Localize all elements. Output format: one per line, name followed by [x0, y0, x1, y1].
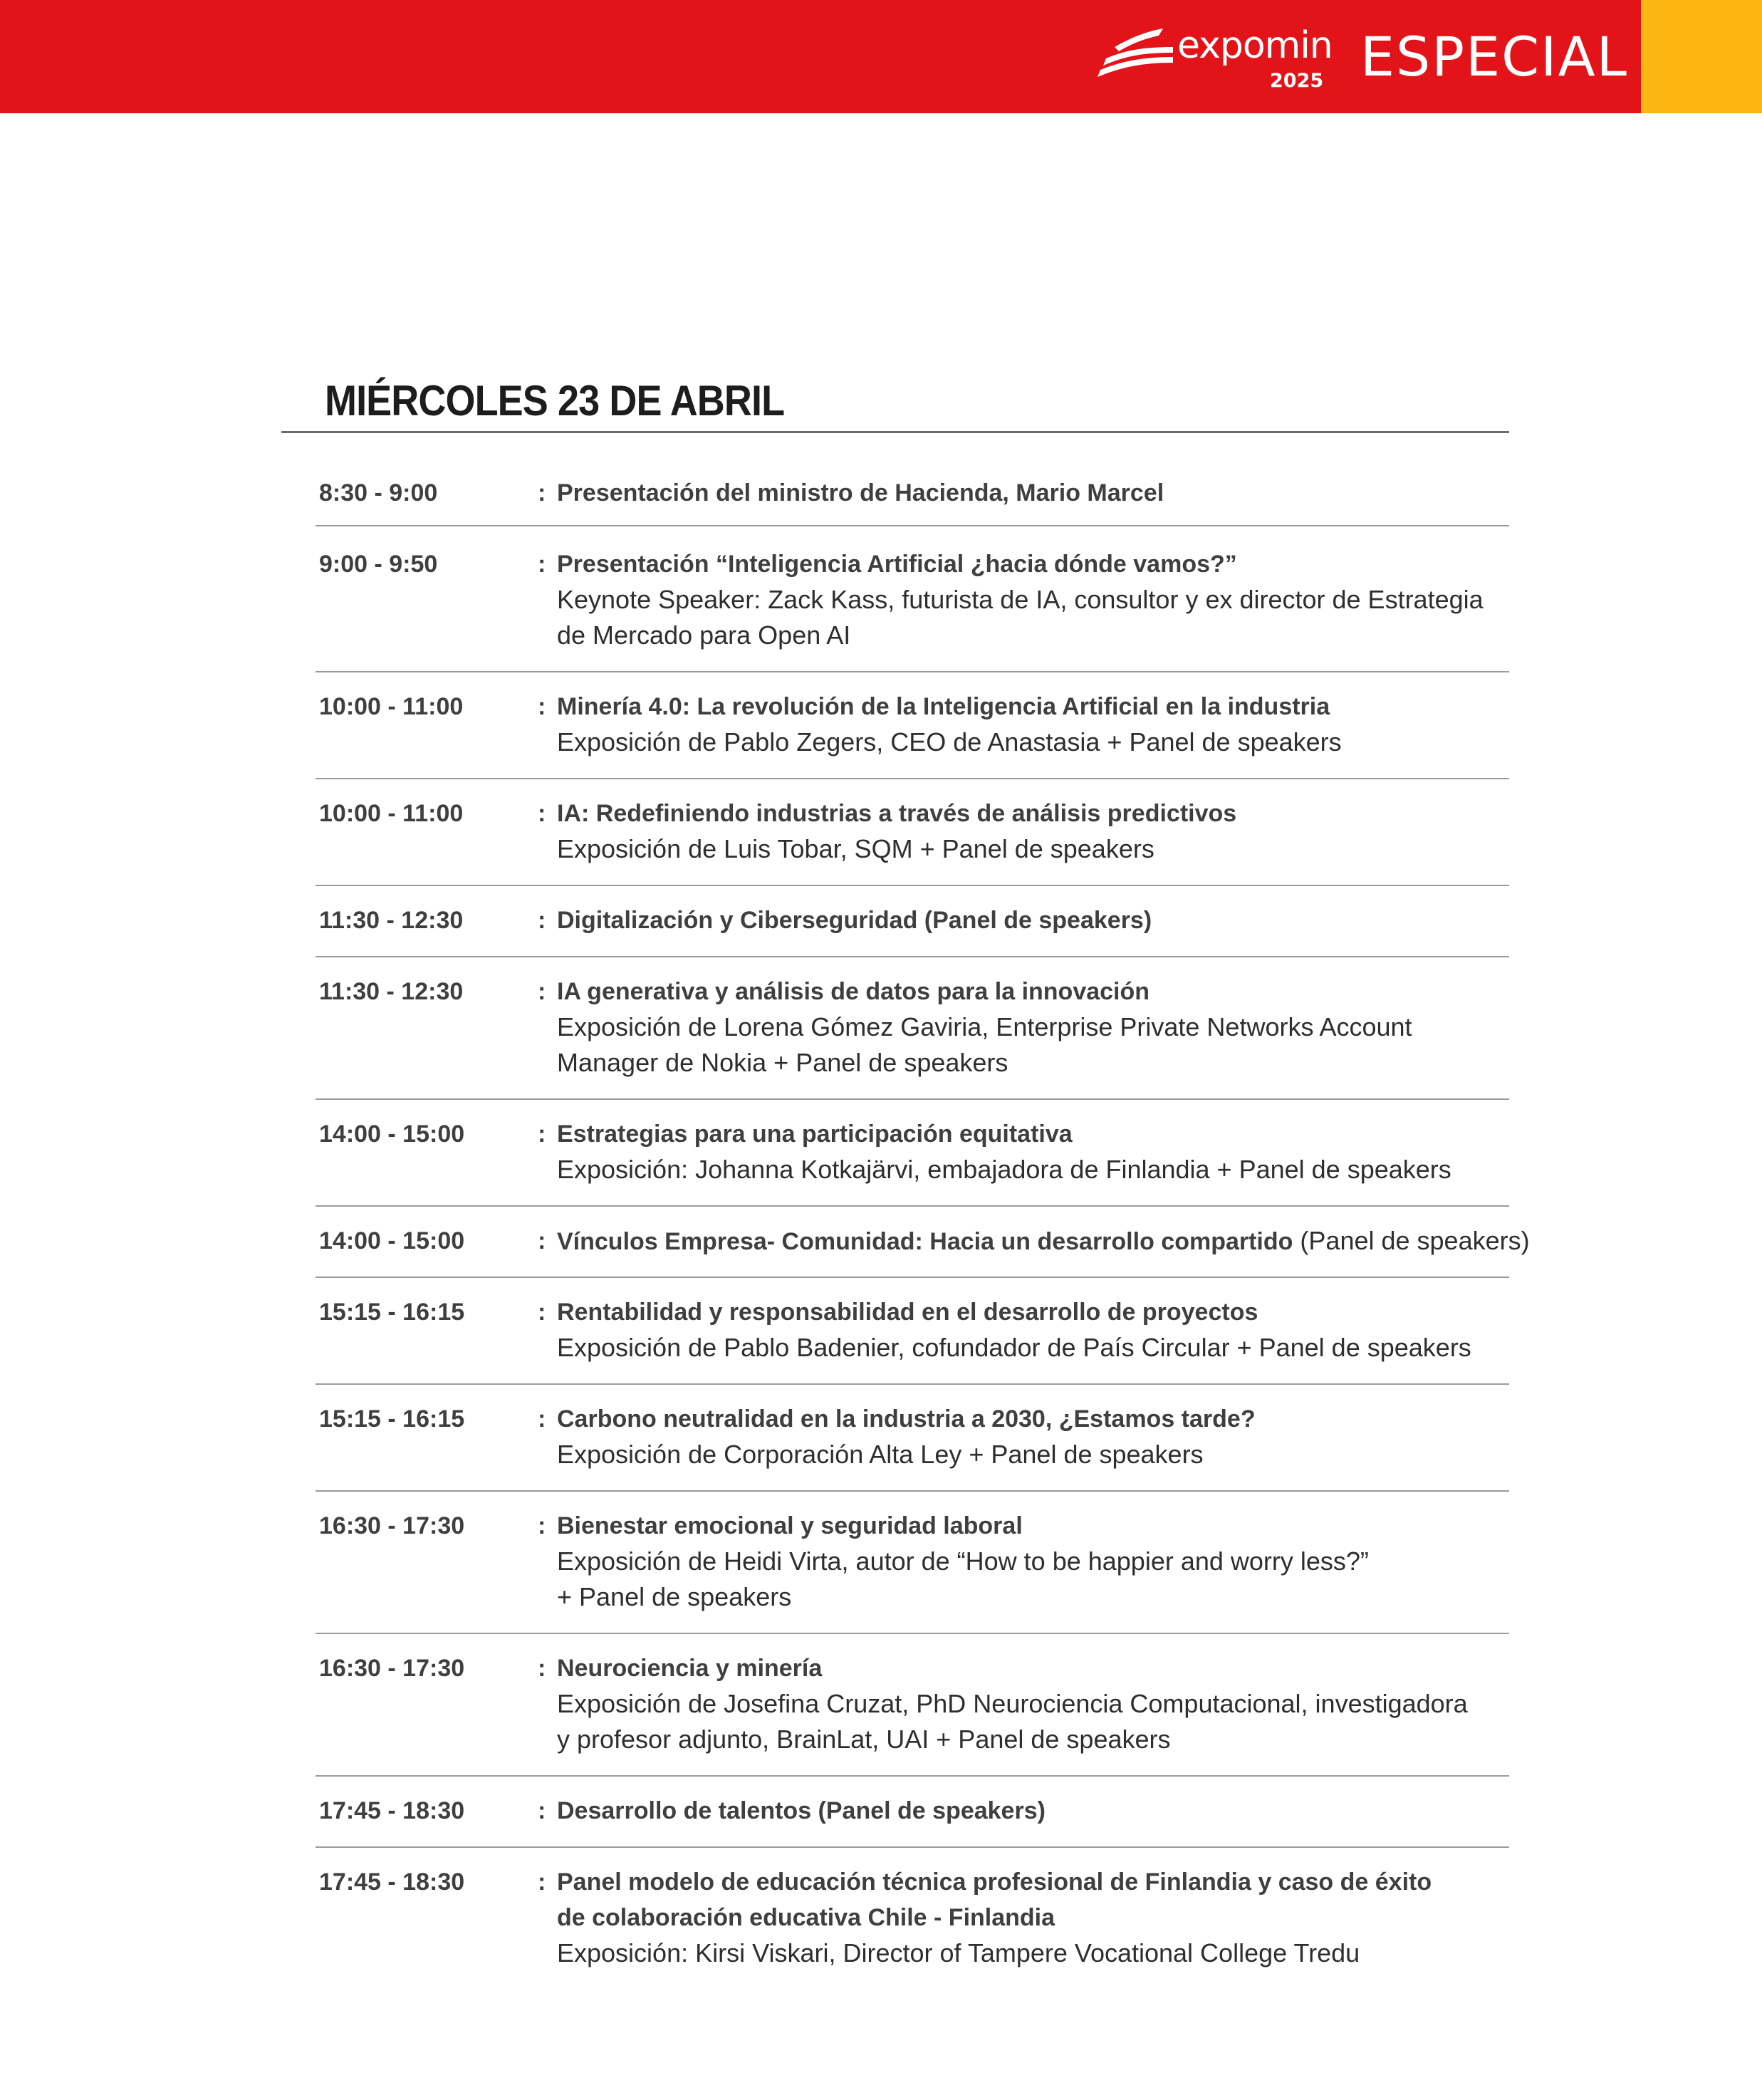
- session-time: 10:00 - 11:00: [319, 800, 464, 827]
- session-description: [557, 1935, 1511, 1971]
- session-text: Digitalización y Ciberseguridad (Panel de speakers): [557, 907, 1152, 934]
- session-description: [557, 1152, 1511, 1187]
- session-description: [557, 1579, 1511, 1615]
- session-content: [557, 475, 1511, 511]
- session-title: [557, 1294, 1511, 1330]
- session-text: Exposición: Johanna Kotkajärvi, embajadora de Finlandia + Panel de speakers: [557, 1155, 1451, 1184]
- separator-colon: :: [538, 1405, 546, 1433]
- separator-colon: :: [538, 978, 546, 1005]
- session-title: [557, 974, 1511, 1009]
- session-text: Presentación “Inteligencia Artificial ¿hacia dónde vamos?”: [557, 551, 1237, 578]
- session-title: [557, 796, 1511, 831]
- session-text: Desarrollo de talentos (Panel de speakers): [557, 1797, 1046, 1824]
- expomin-logo: [1093, 21, 1335, 100]
- session-text: Exposición: Kirsi Viskari, Director of Tampere Vocational College Tredu: [557, 1938, 1360, 1968]
- session-text: Exposición de Heidi Virta, autor de “How to be happier and worry less?”: [557, 1547, 1369, 1576]
- session-text: Exposición de Pablo Badenier, cofundador de País Circular + Panel de speakers: [557, 1333, 1471, 1362]
- session-time: 15:15 - 16:15: [319, 1405, 465, 1433]
- session-title: [557, 1401, 1511, 1437]
- session-description: [557, 582, 1511, 618]
- session-content: [557, 1401, 1511, 1472]
- session-text: IA: Redefiniendo industrias a través de análisis predictivos: [557, 800, 1237, 827]
- session-text: Rentabilidad y responsabilidad en el desarrollo de proyectos: [557, 1299, 1258, 1326]
- session-text: Manager de Nokia + Panel de speakers: [557, 1048, 1008, 1077]
- session-title: [557, 546, 1511, 582]
- session-description: [557, 618, 1511, 653]
- header-accent-block: [1641, 0, 1762, 113]
- logo-wordmark: expomin: [1177, 24, 1333, 67]
- session-time: 16:30 - 17:30: [319, 1655, 465, 1682]
- session-title: [557, 1116, 1511, 1152]
- session-time: 8:30 - 9:00: [319, 479, 438, 506]
- row-divider: [316, 1383, 1509, 1385]
- session-text: Carbono neutralidad en la industria a 2030, ¿Estamos tarde?: [557, 1405, 1256, 1433]
- session-text: Exposición de Luis Tobar, SQM + Panel de speakers: [557, 834, 1154, 863]
- session-description: [557, 724, 1511, 760]
- session-description: [557, 1686, 1511, 1722]
- session-title: [557, 1864, 1511, 1900]
- row-divider: [316, 1277, 1509, 1278]
- separator-colon: :: [538, 1868, 546, 1896]
- section-label: ESPECIAL: [1360, 25, 1628, 88]
- session-time: 9:00 - 9:50: [319, 551, 438, 578]
- session-text: Minería 4.0: La revolución de la Inteligencia Artificial en la industria: [557, 693, 1330, 720]
- separator-colon: :: [538, 907, 546, 934]
- session-title: [557, 1793, 1511, 1829]
- row-divider: [316, 1633, 1509, 1634]
- session-text: Presentación del ministro de Hacienda, Mario Marcel: [557, 479, 1164, 506]
- session-content: [557, 1651, 1511, 1757]
- session-time: 10:00 - 11:00: [319, 693, 464, 720]
- session-text: Estrategias para una participación equitativa: [557, 1121, 1073, 1148]
- session-title: [557, 1900, 1511, 1935]
- session-text: Vínculos Empresa- Comunidad: Hacia un desarrollo compartido: [557, 1228, 1293, 1255]
- session-description: [557, 1437, 1511, 1472]
- session-description: [557, 1045, 1511, 1081]
- session-content: [557, 1294, 1511, 1366]
- session-text: Neurociencia y minería: [557, 1655, 823, 1682]
- session-time: 16:30 - 17:30: [319, 1512, 465, 1539]
- session-time: 14:00 - 15:00: [319, 1227, 465, 1254]
- row-divider: [316, 1490, 1509, 1492]
- session-time: 11:30 - 12:30: [319, 907, 464, 934]
- session-text: y profesor adjunto, BrainLat, UAI + Panel de speakers: [557, 1725, 1171, 1754]
- session-text: Bienestar emocional y seguridad laboral: [557, 1512, 1023, 1539]
- separator-colon: :: [538, 1512, 546, 1539]
- separator-colon: :: [538, 1121, 546, 1148]
- session-description: [557, 1009, 1511, 1045]
- session-text: IA generativa y análisis de datos para la innovación: [557, 978, 1150, 1005]
- separator-colon: :: [538, 693, 546, 720]
- row-divider: [316, 1846, 1509, 1848]
- session-text: de Mercado para Open AI: [557, 620, 851, 650]
- row-divider: [316, 671, 1509, 672]
- row-divider: [316, 1775, 1509, 1777]
- session-time: 17:45 - 18:30: [319, 1868, 465, 1896]
- row-divider: [316, 885, 1509, 886]
- session-content: [557, 1793, 1511, 1829]
- session-text: Exposición de Lorena Gómez Gaviria, Enterprise Private Networks Account: [557, 1012, 1412, 1041]
- session-description: [557, 831, 1511, 867]
- separator-colon: :: [538, 1227, 546, 1254]
- session-title: [557, 1508, 1511, 1544]
- session-text: Keynote Speaker: Zack Kass, futurista de IA, consultor y ex director de Estrategia: [557, 585, 1484, 614]
- title-divider: [281, 431, 1509, 433]
- session-suffix: (Panel de speakers): [1293, 1226, 1530, 1255]
- session-content: [557, 1223, 1530, 1259]
- session-description: [557, 1544, 1511, 1579]
- session-title: [557, 475, 1511, 511]
- row-divider: [316, 1205, 1509, 1207]
- separator-colon: :: [538, 1797, 546, 1824]
- separator-colon: :: [538, 1655, 546, 1682]
- session-description: [557, 1330, 1511, 1366]
- day-title: MIÉRCOLES 23 DE ABRIL: [325, 377, 785, 425]
- session-time: 17:45 - 18:30: [319, 1797, 465, 1824]
- session-time: 11:30 - 12:30: [319, 978, 464, 1005]
- session-text: Exposición de Corporación Alta Ley + Panel de speakers: [557, 1440, 1204, 1469]
- session-text: de colaboración educativa Chile - Finlandia: [557, 1904, 1055, 1931]
- session-title: [557, 1651, 1511, 1686]
- session-title: [557, 689, 1511, 724]
- logo-year: 2025: [1270, 70, 1324, 92]
- row-divider: [316, 956, 1509, 957]
- expomin-logo-icon: [1093, 26, 1177, 83]
- session-text: Exposición de Pablo Zegers, CEO de Anastasia + Panel de speakers: [557, 727, 1342, 757]
- session-content: [557, 903, 1511, 938]
- session-content: [557, 1508, 1511, 1615]
- session-content: [557, 546, 1511, 653]
- row-divider: [316, 778, 1509, 779]
- session-content: [557, 974, 1511, 1081]
- separator-colon: :: [538, 800, 546, 827]
- session-time: 14:00 - 15:00: [319, 1121, 465, 1148]
- session-text: Exposición de Josefina Cruzat, PhD Neurociencia Computacional, investigadora: [557, 1689, 1468, 1718]
- session-description: [557, 1722, 1511, 1757]
- row-divider: [316, 1098, 1509, 1100]
- session-text: Panel modelo de educación técnica profesional de Finlandia y caso de éxito: [557, 1868, 1432, 1896]
- session-content: [557, 1864, 1511, 1971]
- session-content: [557, 1116, 1511, 1187]
- separator-colon: :: [538, 479, 546, 506]
- row-divider: [316, 525, 1509, 526]
- session-text: + Panel de speakers: [557, 1582, 792, 1611]
- session-time: 15:15 - 16:15: [319, 1299, 465, 1326]
- separator-colon: :: [538, 1299, 546, 1326]
- session-title: [557, 1223, 1530, 1259]
- session-title: [557, 903, 1511, 938]
- separator-colon: :: [538, 551, 546, 578]
- session-content: [557, 689, 1511, 760]
- session-content: [557, 796, 1511, 867]
